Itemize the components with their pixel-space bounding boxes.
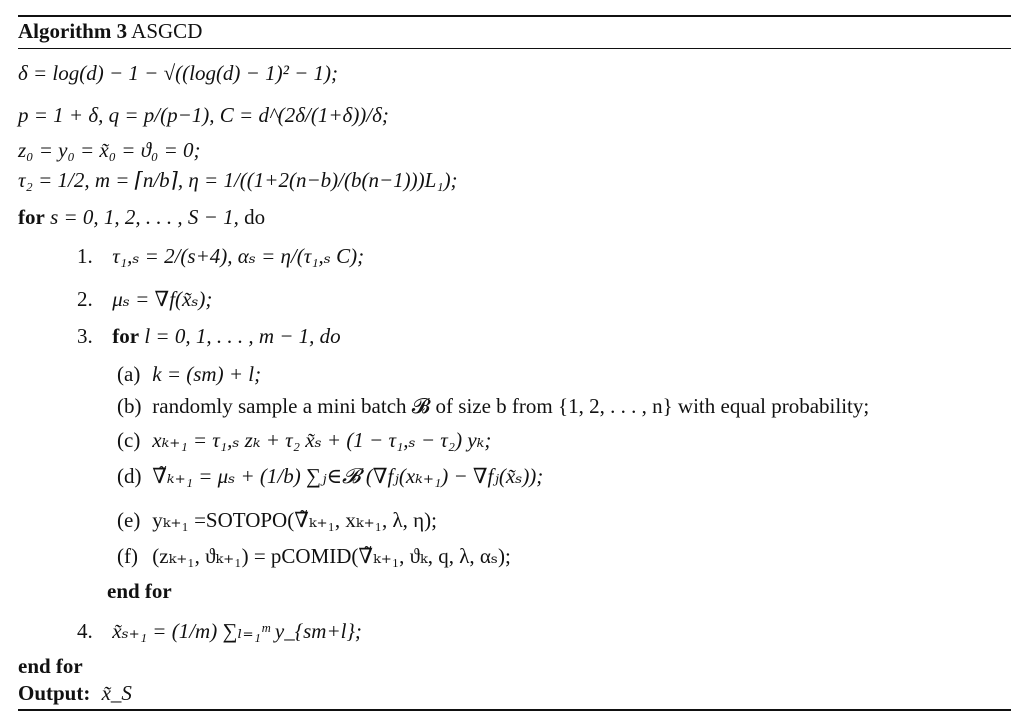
inner-for-keyword: for	[112, 324, 140, 348]
outer-end-for: end for	[18, 654, 83, 678]
output-value: x̃_S	[101, 681, 132, 705]
init-line-4: τ₂ = 1/2, m = ⌈n/b⌉, η = 1/((1+2(n−b)/(b(n−1)))L₁);	[18, 168, 458, 192]
output-line	[18, 680, 132, 706]
step-label: 2.	[77, 287, 93, 311]
inner-step-label: (d)	[117, 464, 142, 488]
inner-step-label: (f)	[117, 544, 138, 568]
init-line-3: z₀ = y₀ = x̃₀ = ϑ₀ = 0;	[18, 138, 201, 162]
step-3	[77, 323, 341, 349]
inner-step-text: randomly sample a mini batch 𝓑 of size b from {1, 2, . . . , n} with equal probability;	[152, 394, 870, 418]
bottom-rule	[18, 709, 1011, 711]
outer-for-do: do	[244, 205, 266, 229]
step-text: τ₁,ₛ = 2/(s+4), αₛ = η/(τ₁,ₛ C);	[112, 244, 365, 268]
outer-for-range: s = 0, 1, 2, . . . , S − 1,	[50, 205, 239, 229]
inner-end-for: end for	[107, 579, 172, 603]
step-text: l = 0, 1, . . . , m − 1, do	[144, 324, 341, 348]
inner-step-f	[117, 543, 511, 569]
step-4	[77, 618, 362, 644]
inner-step-label: (b)	[117, 394, 142, 418]
algorithm-title	[18, 19, 202, 44]
inner-step-label: (e)	[117, 508, 141, 532]
inner-step-text: (zₖ₊₁, ϑₖ₊₁) = pCOMID(∇̃ₖ₊₁, ϑₖ, q, λ, αₛ);	[152, 544, 511, 568]
init-line-1: δ = log(d) − 1 − √((log(d) − 1)² − 1);	[18, 61, 339, 85]
step-label: 4.	[77, 619, 93, 643]
header-rule	[18, 48, 1011, 49]
inner-step-b	[117, 393, 869, 419]
inner-step-c	[117, 427, 491, 453]
outer-for-keyword: for	[18, 205, 45, 229]
inner-step-e	[117, 507, 437, 533]
algorithm-name: ASGCD	[131, 19, 203, 43]
top-rule	[18, 15, 1011, 17]
step-label: 3.	[77, 324, 93, 348]
inner-step-d	[117, 463, 543, 489]
inner-step-a	[117, 361, 261, 387]
step-text: x̃ₛ₊₁ = (1/m) ∑ₗ₌₁ᵐ y_{sm+l};	[112, 619, 362, 643]
inner-step-text: yₖ₊₁ =SOTOPO(∇̃ₖ₊₁, xₖ₊₁, λ, η);	[152, 508, 437, 532]
inner-step-label: (c)	[117, 428, 141, 452]
inner-step-text: k = (sm) + l;	[152, 362, 262, 386]
inner-step-text: xₖ₊₁ = τ₁,ₛ zₖ + τ₂ x̃ₛ + (1 − τ₁,ₛ − τ₂) yₖ;	[152, 428, 492, 452]
outer-for-line	[18, 204, 265, 230]
step-text: μₛ = ∇f(x̃ₛ);	[112, 287, 213, 311]
inner-step-text: ∇̃ₖ₊₁ = μₛ + (1/b) ∑ⱼ∈𝓑 (∇fⱼ(xₖ₊₁) − ∇fⱼ(x̃ₛ));	[152, 464, 544, 488]
init-line-2: p = 1 + δ, q = p/(p−1), C = d^(2δ/(1+δ))/δ;	[18, 103, 389, 127]
step-label: 1.	[77, 244, 93, 268]
inner-step-label: (a)	[117, 362, 141, 386]
step-1	[77, 243, 364, 269]
step-2	[77, 286, 212, 312]
algorithm-number: Algorithm 3	[18, 19, 128, 43]
output-keyword: Output:	[18, 681, 91, 705]
